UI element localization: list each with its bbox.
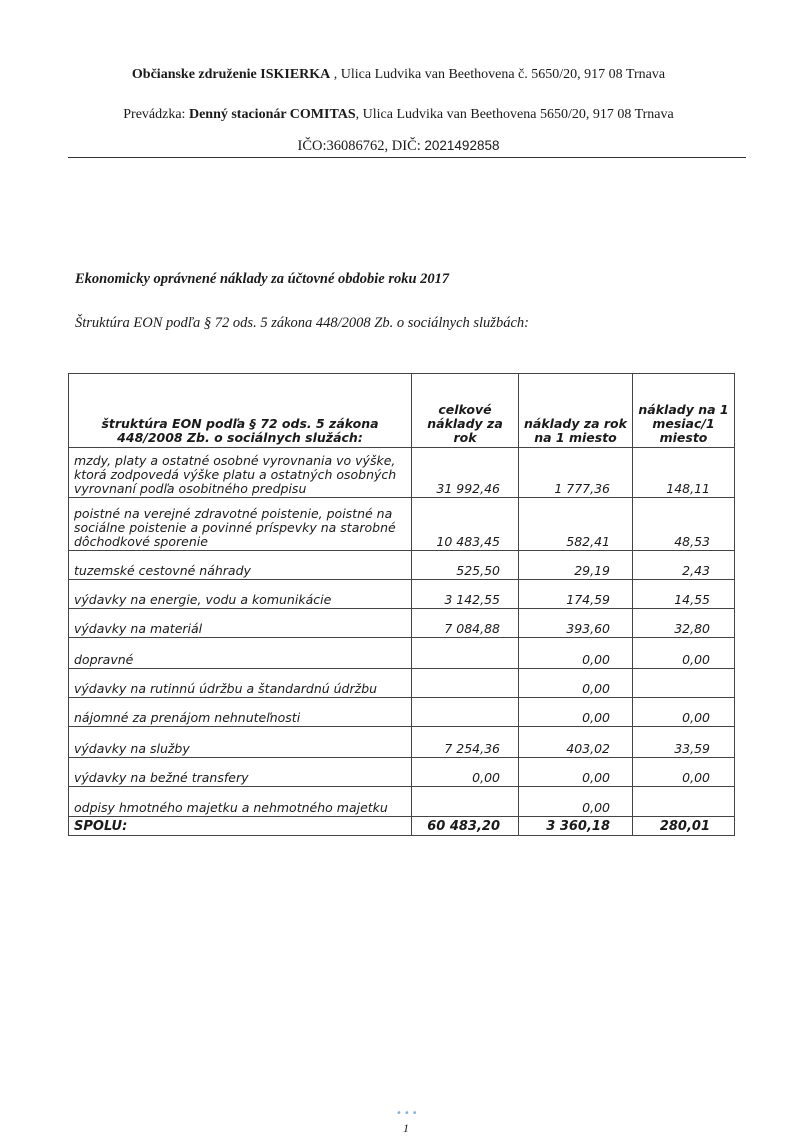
table-row bbox=[69, 727, 735, 758]
row-cost-per-month: 0,00 bbox=[633, 758, 735, 787]
facility-name: Denný stacionár COMITAS bbox=[188, 107, 356, 122]
row-label: tuzemské cestovné náhrady bbox=[69, 551, 412, 580]
header-ids-line bbox=[0, 137, 797, 155]
row-cost-per-place: 174,59 bbox=[519, 580, 633, 609]
table-row bbox=[69, 580, 735, 609]
row-label: výdavky na materiál bbox=[69, 609, 412, 638]
row-cost-per-month: 148,11 bbox=[633, 448, 735, 498]
total-row-total-cost: 60 483,20 bbox=[412, 817, 519, 836]
table-total-row bbox=[69, 817, 735, 836]
table-row bbox=[69, 758, 735, 787]
column-header-structure: štruktúra EON podľa § 72 ods. 5 zákona 448/2008 Zb. o sociálnych služách: bbox=[69, 374, 412, 448]
row-cost-per-place: 0,00 bbox=[519, 698, 633, 727]
table-row bbox=[69, 498, 735, 551]
table-row bbox=[69, 609, 735, 638]
row-total-cost: 525,50 bbox=[412, 551, 519, 580]
total-row-cost-per-month: 280,01 bbox=[633, 817, 735, 836]
table-header-row bbox=[69, 374, 735, 448]
row-cost-per-place: 393,60 bbox=[519, 609, 633, 638]
header-divider bbox=[68, 157, 746, 158]
row-label: výdavky na služby bbox=[69, 727, 412, 758]
table-row bbox=[69, 787, 735, 817]
row-cost-per-place: 0,00 bbox=[519, 787, 633, 817]
table-row bbox=[69, 448, 735, 498]
row-total-cost: 0,00 bbox=[412, 758, 519, 787]
row-total-cost: 7 254,36 bbox=[412, 727, 519, 758]
row-total-cost: 3 142,55 bbox=[412, 580, 519, 609]
row-total-cost: 7 084,88 bbox=[412, 609, 519, 638]
total-row-cost-per-place: 3 360,18 bbox=[519, 817, 633, 836]
row-cost-per-place: 0,00 bbox=[519, 669, 633, 698]
table-row bbox=[69, 698, 735, 727]
row-label: výdavky na energie, vodu a komunikácie bbox=[69, 580, 412, 609]
row-label: dopravné bbox=[69, 638, 412, 669]
row-cost-per-month: 0,00 bbox=[633, 698, 735, 727]
row-label: odpisy hmotného majetku a nehmotného majetku bbox=[69, 787, 412, 817]
row-cost-per-month bbox=[633, 669, 735, 698]
document-title: Ekonomicky oprávnené náklady za účtovné obdobie roku 2017 bbox=[75, 271, 450, 287]
column-header-per-place: náklady za rok na 1 miesto bbox=[519, 374, 633, 448]
facility-prefix: Prevádzka: bbox=[123, 107, 189, 122]
column-header-per-month: náklady na 1 mesiac/1 miesto bbox=[633, 374, 735, 448]
org-name: Občianske združenie ISKIERKA bbox=[131, 67, 331, 82]
table-row bbox=[69, 669, 735, 698]
ico-text: IČO:36086762, DIČ: bbox=[297, 138, 425, 154]
row-label: výdavky na bežné transfery bbox=[69, 758, 412, 787]
row-label: mzdy, platy a ostatné osobné vyrovnania vo výške, ktorá zodpovedá výške platu a ostatných osobných vyrovnaní podľa osobitného predpisu bbox=[69, 448, 412, 498]
eon-cost-table bbox=[68, 373, 735, 836]
row-label: výdavky na rutinnú údržbu a štandardnú údržbu bbox=[69, 669, 412, 698]
row-cost-per-month: 0,00 bbox=[633, 638, 735, 669]
header-facility-line bbox=[0, 106, 797, 124]
row-cost-per-month: 14,55 bbox=[633, 580, 735, 609]
total-row-label: SPOLU: bbox=[69, 817, 412, 836]
row-cost-per-month bbox=[633, 787, 735, 817]
row-cost-per-place: 0,00 bbox=[519, 758, 633, 787]
table-row bbox=[69, 638, 735, 669]
row-label: poistné na verejné zdravotné poistenie, poistné na sociálne poistenie a povinné príspevky na starobné dôchodkové sporenie bbox=[69, 498, 412, 551]
row-total-cost: 31 992,46 bbox=[412, 448, 519, 498]
row-total-cost bbox=[412, 698, 519, 727]
dic-number: 2021492858 bbox=[424, 138, 500, 153]
row-label: nájomné za prenájom nehnuteľnosti bbox=[69, 698, 412, 727]
row-cost-per-place: 1 777,36 bbox=[519, 448, 633, 498]
row-total-cost bbox=[412, 787, 519, 817]
row-total-cost: 10 483,45 bbox=[412, 498, 519, 551]
row-cost-per-month: 48,53 bbox=[633, 498, 735, 551]
column-header-total: celkové náklady za rok bbox=[412, 374, 519, 448]
page-number: 1 bbox=[403, 1121, 409, 1135]
row-total-cost bbox=[412, 669, 519, 698]
page-dots-icon: ••• bbox=[396, 1108, 420, 1119]
header-org-line bbox=[0, 66, 797, 84]
document-subtitle: Štruktúra EON podľa § 72 ods. 5 zákona 448/2008 Zb. o sociálnych službách: bbox=[75, 315, 529, 331]
row-cost-per-month: 2,43 bbox=[633, 551, 735, 580]
row-cost-per-month: 33,59 bbox=[633, 727, 735, 758]
facility-address: , Ulica Ludvika van Beethovena 5650/20, 917 08 Trnava bbox=[355, 107, 674, 122]
table-row bbox=[69, 551, 735, 580]
row-cost-per-month: 32,80 bbox=[633, 609, 735, 638]
row-total-cost bbox=[412, 638, 519, 669]
row-cost-per-place: 582,41 bbox=[519, 498, 633, 551]
org-address: , Ulica Ludvika van Beethovena č. 5650/20, 917 08 Trnava bbox=[330, 67, 666, 82]
row-cost-per-place: 29,19 bbox=[519, 551, 633, 580]
row-cost-per-place: 0,00 bbox=[519, 638, 633, 669]
row-cost-per-place: 403,02 bbox=[519, 727, 633, 758]
